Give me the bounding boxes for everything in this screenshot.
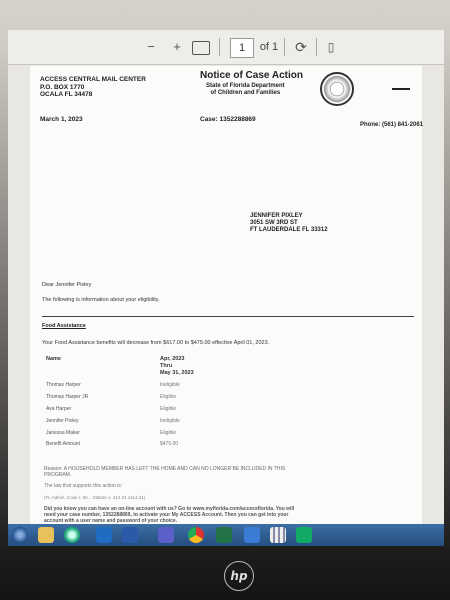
benefit-amount-label: Benefit Amount: [46, 441, 80, 447]
law-citation: (FL Admin. Code r. 65... Statute s. 414.31 s414.31): [44, 495, 146, 500]
recipient-line: 3051 SW 3RD ST: [250, 220, 298, 226]
page-total: of 1: [259, 41, 279, 53]
word-icon[interactable]: [122, 527, 138, 543]
sender-line: P.O. BOX 1770: [40, 83, 85, 91]
member-name: Thomas Harper JR: [46, 394, 89, 400]
hp-logo: hp: [224, 561, 254, 591]
phone-number: Phone: (561) 841-2061: [360, 122, 424, 128]
outlook-icon[interactable]: [96, 527, 112, 543]
screen: [8, 30, 444, 524]
online-account-text: [44, 506, 294, 524]
recipient-address: [250, 213, 328, 234]
agency-line: of Children and Families: [210, 90, 281, 96]
taskbar: [8, 524, 444, 546]
member-name: Janessa Maker: [46, 430, 80, 436]
start-button-icon[interactable]: [12, 527, 28, 543]
file-explorer-icon[interactable]: [38, 527, 54, 543]
recipient-line: FT LAUDERDALE FL 33312: [250, 227, 328, 233]
column-header-name: Name: [46, 356, 61, 362]
member-name: Ava Harper: [46, 406, 72, 412]
member-status: Ineligible: [160, 418, 180, 424]
recipient-line: JENNIFER PIXLEY: [250, 213, 303, 219]
member-name: Jennifer Pixley: [46, 418, 79, 424]
member-status: Ineligible: [160, 382, 180, 388]
rotate-icon[interactable]: ⟳: [295, 39, 307, 55]
benefit-change-text: Your Food Assistance benefits will decrease from $617.00 to $475.00 effective April 01, 2023.: [42, 340, 270, 346]
member-status: Eligible: [160, 430, 177, 436]
document-page: [30, 66, 422, 524]
agency-line: State of Florida Department: [206, 83, 285, 89]
teams-icon[interactable]: [158, 527, 174, 543]
app-icon[interactable]: [296, 527, 312, 543]
sidebar-toggle-icon[interactable]: ▯: [327, 40, 335, 54]
page-number-input[interactable]: 1: [230, 38, 254, 58]
column-header-period: [160, 356, 194, 377]
fit-page-icon[interactable]: [192, 41, 210, 55]
notice-title: Notice of Case Action: [200, 70, 303, 81]
period-line: Apr, 2023: [160, 356, 185, 362]
intro-text: The following is information about your eligibility.: [42, 297, 160, 303]
member-name: Thomas Harper: [46, 382, 81, 388]
notice-date: March 1, 2023: [40, 116, 83, 123]
sender-line: ACCESS CENTRAL MAIL CENTER: [40, 76, 146, 83]
toolbar-divider: [284, 38, 285, 56]
toolbar-divider: [316, 38, 317, 56]
reason-line: PROGRAM.: [44, 472, 72, 478]
reason-line: Reason: A HOUSEHOLD MEMBER HAS LEFT THE HOME AND CAN NO LONGER BE INCLUDED IN THIS: [44, 466, 286, 472]
greeting: Dear Jennifer Pixley: [42, 282, 92, 288]
section-divider: [42, 316, 414, 317]
zoom-out-button[interactable]: −: [147, 39, 155, 54]
member-status: Eligible: [160, 406, 177, 412]
case-number: Case: 1352288869: [200, 116, 256, 123]
zoom-in-button[interactable]: +: [173, 39, 181, 54]
member-status: Eligible: [160, 394, 177, 400]
toolbar-divider: [219, 38, 220, 56]
law-intro: The law that supports this action is:: [44, 483, 123, 489]
section-title: Food Assistance: [42, 323, 86, 329]
app-icon[interactable]: [244, 527, 260, 543]
agency-name: [206, 83, 285, 97]
period-line: May 31, 2023: [160, 370, 194, 376]
state-seal-icon: [320, 72, 354, 106]
period-line: Thru: [160, 363, 173, 369]
benefit-amount-value: $475.00: [160, 441, 179, 447]
pdf-viewer-toolbar: [8, 30, 444, 65]
tiles-app-icon[interactable]: [270, 527, 286, 543]
excel-icon[interactable]: [216, 527, 232, 543]
reason-text: [44, 466, 285, 478]
header-rule: [392, 88, 410, 90]
sender-line: OCALA FL 34478: [40, 91, 93, 98]
browser-icon[interactable]: [64, 527, 80, 543]
chrome-icon[interactable]: [188, 527, 204, 543]
online-line: Did you know you can have an on-line account with us? Go to www.myflorida.com/accessflorida. You will: [44, 506, 295, 512]
sender-address: [40, 76, 146, 99]
online-line: account with a user name and password of your choice.: [44, 518, 178, 524]
online-line: need your case number, 1352288869, to activate your My ACCESS Account. Then you can get into your: [44, 512, 289, 518]
